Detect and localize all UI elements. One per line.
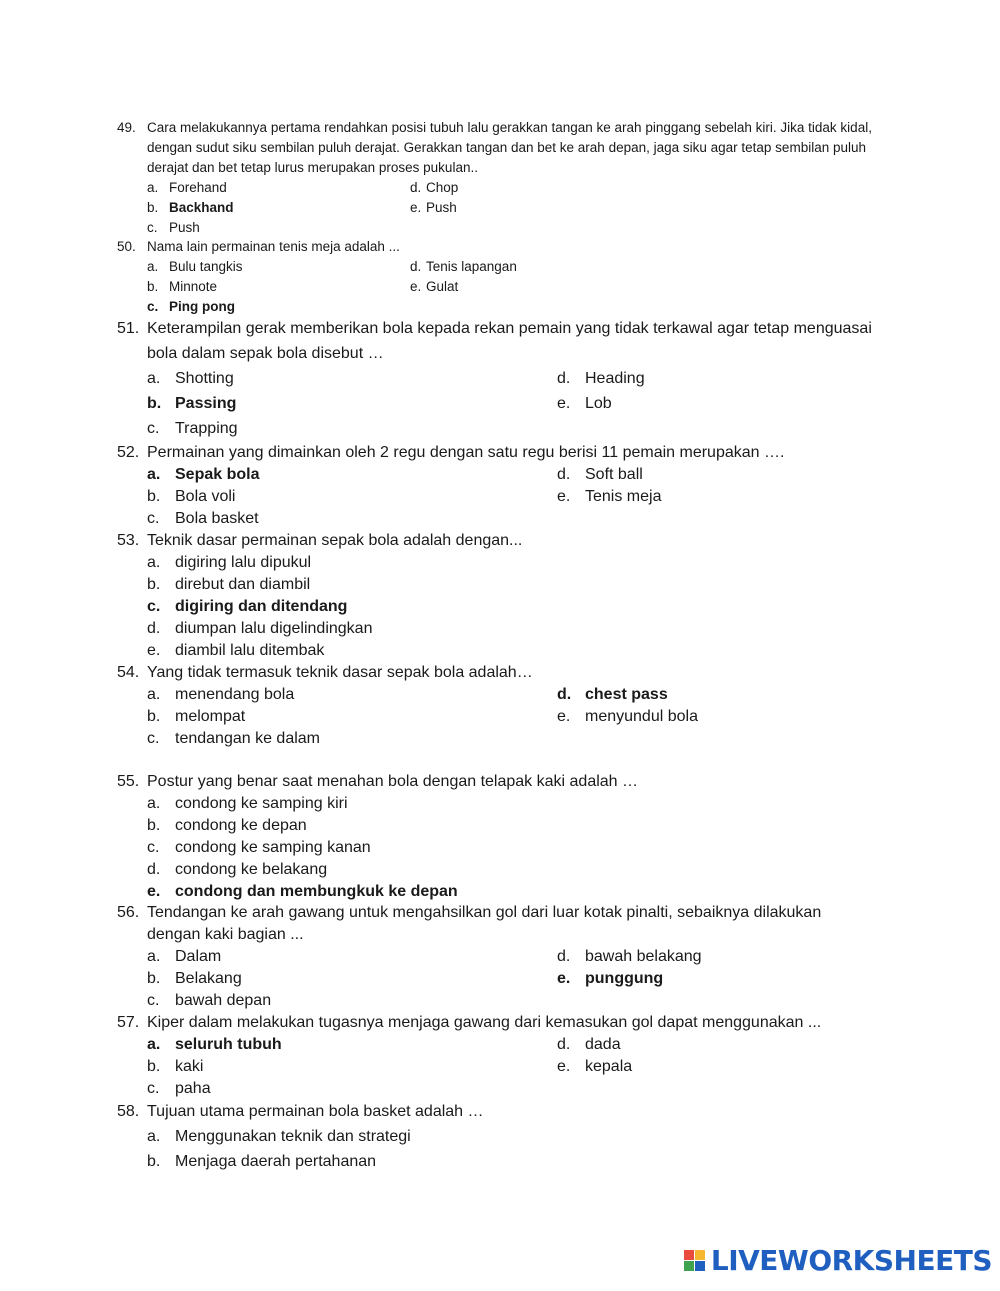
question-text: Kiper dalam melakukan tugasnya menjaga gawang dari kemasukan gol dapat menggunakan ...: [147, 1014, 822, 1031]
question-text: Cara melakukannya pertama rendahkan posisi tubuh lalu gerakkan tangan ke arah pinggang sebelah kiri. Jika tidak kidal, dengan sudut siku sembilan puluh derajat. Gerakkan tangan dan bet ke arah depan, jaga siku agar tetap sembilan puluh derajat dan bet tetap lurus merupakan proses pukulan..: [147, 120, 872, 175]
option-a[interactable]: a. seluruh tubuh: [147, 1036, 282, 1053]
option-c[interactable]: c. condong ke samping kanan: [147, 839, 371, 856]
option-a[interactable]: a. condong ke samping kiri: [147, 795, 348, 812]
option-a[interactable]: a. digiring lalu dipukul: [147, 554, 312, 571]
option-a[interactable]: a. Menggunakan teknik dan strategi: [147, 1128, 411, 1145]
option-d[interactable]: d. chest pass: [557, 686, 668, 703]
option-e[interactable]: e. Push: [410, 200, 457, 215]
question-text: Keterampilan gerak memberikan bola kepada rekan pemain yang tidak terkawal agar tetap menguasai bola dalam sepak bola disebut …: [147, 320, 872, 362]
option-e[interactable]: e. kepala: [557, 1058, 633, 1075]
option-a[interactable]: a. Shotting: [147, 370, 234, 387]
question-text: Yang tidak termasuk teknik dasar sepak bola adalah…: [147, 664, 533, 681]
option-b[interactable]: b. Belakang: [147, 970, 242, 987]
question-number: 58.: [117, 1103, 140, 1120]
question-number: 56.: [117, 904, 140, 921]
question-55: [117, 771, 877, 903]
question-text: Permainan yang dimainkan oleh 2 regu dengan satu regu berisi 11 pemain merupakan ….: [147, 444, 785, 461]
option-d[interactable]: d. bawah belakang: [557, 948, 702, 965]
option-a[interactable]: a. Forehand: [147, 180, 227, 195]
question-54: [117, 662, 877, 750]
question-number: 55.: [117, 773, 140, 790]
option-c[interactable]: c. bawah depan: [147, 992, 272, 1009]
option-d[interactable]: d. Tenis lapangan: [410, 259, 517, 274]
option-b[interactable]: b. Backhand: [147, 200, 234, 215]
option-e[interactable]: e. Gulat: [410, 279, 459, 294]
question-text: Nama lain permainan tenis meja adalah ...: [147, 239, 400, 254]
option-a[interactable]: a. menendang bola: [147, 686, 295, 703]
liveworksheets-logo: [684, 1244, 992, 1277]
question-number: 52.: [117, 444, 140, 461]
question-text: Tendangan ke arah gawang untuk mengahsilkan gol dari luar kotak pinalti, sebaiknya dilakukan dengan kaki bagian ...: [147, 904, 822, 943]
question-58: [117, 1099, 877, 1174]
option-c[interactable]: c. Trapping: [147, 420, 238, 437]
question-number: 49.: [117, 120, 136, 135]
option-e[interactable]: e. Tenis meja: [557, 488, 662, 505]
question-text: Postur yang benar saat menahan bola dengan telapak kaki adalah …: [147, 773, 639, 790]
option-a[interactable]: a. Sepak bola: [147, 466, 260, 483]
option-c[interactable]: c. tendangan ke dalam: [147, 730, 320, 747]
option-b[interactable]: b. Bola voli: [147, 488, 236, 505]
option-d[interactable]: d. condong ke belakang: [147, 861, 328, 878]
question-number: 51.: [117, 320, 140, 337]
question-text: Teknik dasar permainan sepak bola adalah dengan...: [147, 532, 523, 549]
option-b[interactable]: b. melompat: [147, 708, 246, 725]
option-b[interactable]: b. Minnote: [147, 279, 218, 294]
option-e[interactable]: e. punggung: [557, 970, 664, 987]
question-text: Tujuan utama permainan bola basket adalah …: [147, 1103, 484, 1120]
option-d[interactable]: d. Chop: [410, 180, 459, 195]
option-e[interactable]: e. diambil lalu ditembak: [147, 642, 325, 659]
option-c[interactable]: c. Bola basket: [147, 510, 259, 527]
question-number: 54.: [117, 664, 140, 681]
option-e[interactable]: e. condong dan membungkuk ke depan: [147, 883, 458, 900]
option-b[interactable]: b. Passing: [147, 395, 237, 412]
question-52: [117, 442, 877, 530]
question-57: [117, 1012, 877, 1100]
logo-blocks-icon: [684, 1250, 705, 1271]
option-d[interactable]: d. diumpan lalu digelindingkan: [147, 620, 373, 637]
option-b[interactable]: b. Menjaga daerah pertahanan: [147, 1153, 377, 1170]
option-c[interactable]: c. Push: [147, 220, 200, 235]
option-c[interactable]: c. paha: [147, 1080, 211, 1097]
option-d[interactable]: d. dada: [557, 1036, 621, 1053]
option-b[interactable]: b. kaki: [147, 1058, 204, 1075]
question-number: 53.: [117, 532, 140, 549]
option-c[interactable]: c. digiring dan ditendang: [147, 598, 348, 615]
option-e[interactable]: e. menyundul bola: [557, 708, 698, 725]
option-a[interactable]: a. Dalam: [147, 948, 222, 965]
option-c[interactable]: c. Ping pong: [147, 299, 235, 314]
question-50: [117, 237, 877, 317]
option-d[interactable]: d. Heading: [557, 370, 645, 387]
question-51: [117, 316, 877, 441]
question-49: [117, 118, 877, 238]
option-b[interactable]: b. direbut dan diambil: [147, 576, 311, 593]
option-b[interactable]: b. condong ke depan: [147, 817, 307, 834]
question-number: 57.: [117, 1014, 140, 1031]
question-56: [117, 902, 877, 1012]
question-53: [117, 530, 877, 662]
option-a[interactable]: a. Bulu tangkis: [147, 259, 243, 274]
option-d[interactable]: d. Soft ball: [557, 466, 643, 483]
logo-text: LIVEWORKSHEETS: [710, 1244, 992, 1277]
option-e[interactable]: e. Lob: [557, 395, 612, 412]
question-number: 50.: [117, 239, 136, 254]
